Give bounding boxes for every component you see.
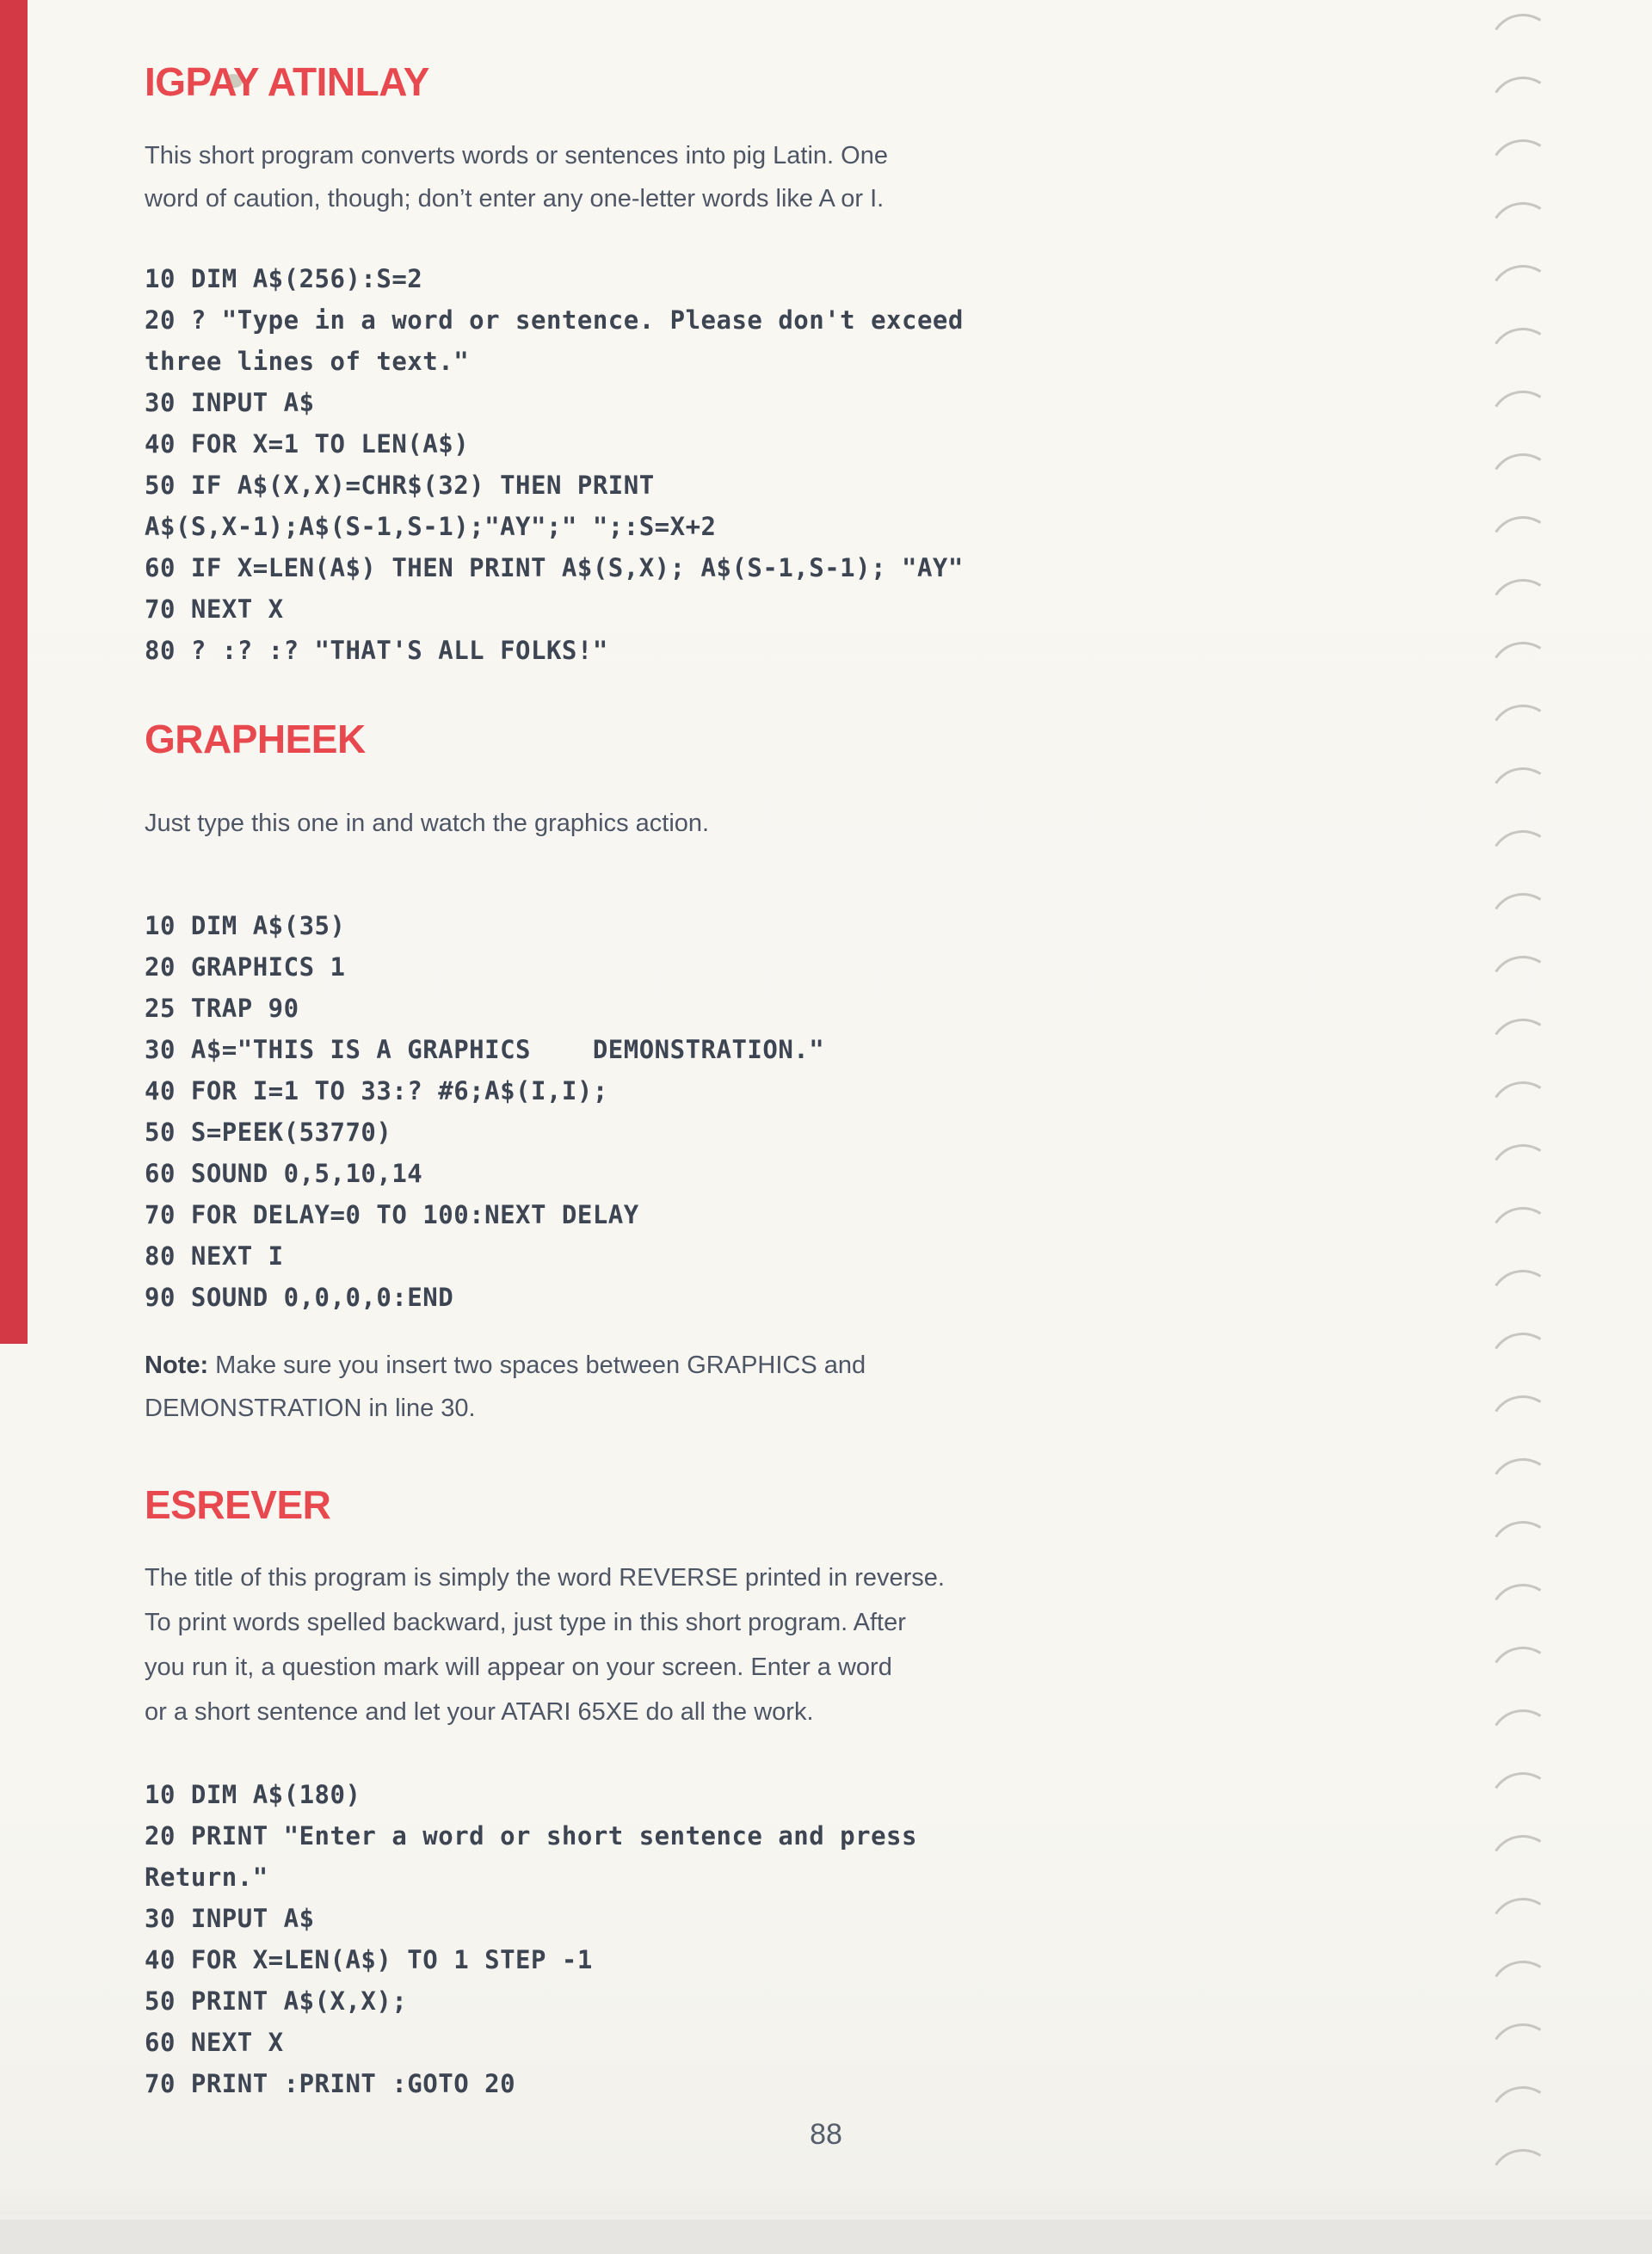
- body-line: This short program converts words or sentences into pig Latin. One: [145, 142, 888, 169]
- code-line: 40 FOR X=LEN(A$) TO 1 STEP -1: [145, 1945, 593, 1974]
- code-line: 40 FOR I=1 TO 33:? #6;A$(I,I);: [145, 1076, 608, 1105]
- binding-ring-arc-icon: [1483, 824, 1563, 904]
- paragraph-igpay: [145, 134, 888, 220]
- code-line: 70 NEXT X: [145, 594, 284, 624]
- binding-ring-arc-icon: [1483, 1264, 1563, 1344]
- code-line: 25 TRAP 90: [145, 994, 299, 1023]
- code-line: 50 IF A$(X,X)=CHR$(32) THEN PRINT: [145, 471, 655, 500]
- note-line: DEMONSTRATION in line 30.: [145, 1395, 476, 1422]
- note-line: [145, 1344, 866, 1387]
- code-line: 70 PRINT :PRINT :GOTO 20: [145, 2069, 516, 2098]
- binding-ring-arc-icon: [1483, 1641, 1563, 1721]
- code-line: 40 FOR X=1 TO LEN(A$): [145, 429, 470, 459]
- binding-ring-arc-icon: [1483, 447, 1563, 527]
- binding-ring-arc-icon: [1483, 1829, 1563, 1909]
- code-line: A$(S,X-1);A$(S-1,S-1);"AY";" ";:S=X+2: [145, 512, 717, 541]
- code-line: 20 ? "Type in a word or sentence. Please don't exceed: [145, 305, 964, 335]
- binding-ring-arc-icon: [1483, 1075, 1563, 1155]
- code-line: 70 FOR DELAY=0 TO 100:NEXT DELAY: [145, 1200, 639, 1229]
- binding-ring-arc-icon: [1483, 2017, 1563, 2097]
- paragraph-grapheek: [145, 802, 709, 845]
- binding-ring-arc-icon: [1483, 1389, 1563, 1469]
- binding-ring-arc-icon: [1483, 887, 1563, 967]
- code-line: 30 A$="THIS IS A GRAPHICS DEMONSTRATION.": [145, 1035, 825, 1064]
- code-line: 30 INPUT A$: [145, 1904, 315, 1933]
- code-line: 80 NEXT I: [145, 1241, 284, 1271]
- binding-ring-arc-icon: [1483, 1955, 1563, 2035]
- code-line: Return.": [145, 1863, 268, 1892]
- note-text: Make sure you insert two spaces between GRAPHICS and: [208, 1352, 866, 1379]
- binding-ring-arc-icon: [1483, 385, 1563, 465]
- binding-ring-arc-icon: [1483, 2143, 1563, 2223]
- body-line: To print words spelled backward, just type in this short program. After: [145, 1609, 906, 1636]
- code-line: 10 DIM A$(180): [145, 1780, 361, 1809]
- scan-bottom-band: [0, 2214, 1652, 2254]
- code-line: 90 SOUND 0,0,0,0:END: [145, 1283, 454, 1312]
- binding-ring-arc-icon: [1483, 322, 1563, 402]
- code-listing-grapheek: [145, 905, 824, 1318]
- binding-ring-arc-icon: [1483, 573, 1563, 653]
- binding-ring-arc-icon: [1483, 1013, 1563, 1093]
- code-line: 30 INPUT A$: [145, 388, 315, 417]
- binding-ring-arc-icon: [1483, 1766, 1563, 1846]
- section-heading-esrever: ESREVER: [145, 1482, 331, 1527]
- note-label: Note:: [145, 1352, 209, 1379]
- page-edge-tab: [0, 0, 28, 1344]
- binding-ring-arc-icon: [1483, 1201, 1563, 1281]
- code-line: 80 ? :? :? "THAT'S ALL FOLKS!": [145, 636, 608, 665]
- binding-ring-arc-icon: [1483, 1452, 1563, 1532]
- binding-ring-arc-icon: [1483, 950, 1563, 1030]
- page-number: 88: [810, 2118, 842, 2151]
- code-line: 60 SOUND 0,5,10,14: [145, 1159, 423, 1188]
- binding-ring-arc-icon: [1483, 196, 1563, 276]
- binding-ring-arc-icon: [1483, 1703, 1563, 1783]
- code-line: 10 DIM A$(35): [145, 911, 346, 940]
- paragraph-esrever: [145, 1555, 945, 1734]
- code-listing-igpay: [145, 258, 964, 671]
- binding-ring-arc-icon: [1483, 1138, 1563, 1218]
- binding-ring-arc-icon: [1483, 699, 1563, 779]
- code-line: 50 PRINT A$(X,X);: [145, 1986, 408, 2016]
- binding-ring-arc-icon: [1483, 510, 1563, 590]
- body-line: word of caution, though; don’t enter any one-letter words like A or I.: [145, 185, 885, 212]
- code-line: 60 IF X=LEN(A$) THEN PRINT A$(S,X); A$(S-1,S-1); "AY": [145, 553, 964, 582]
- note-paragraph: [145, 1344, 866, 1430]
- body-line: you run it, a question mark will appear on your screen. Enter a word: [145, 1654, 892, 1681]
- binding-ring-arc-icon: [1483, 8, 1563, 88]
- binding-ring-arc-icon: [1483, 1515, 1563, 1595]
- section-heading-igpay-atinlay: IGPAY ATINLAY: [145, 59, 429, 104]
- binding-ring-arc-icon: [1483, 636, 1563, 716]
- body-line: Just type this one in and watch the graphics action.: [145, 810, 710, 837]
- body-line: or a short sentence and let your ATARI 65XE do all the work.: [145, 1698, 814, 1726]
- code-line: 60 NEXT X: [145, 2028, 284, 2057]
- code-line: 20 PRINT "Enter a word or short sentence and press: [145, 1821, 917, 1851]
- code-line: 10 DIM A$(256):S=2: [145, 264, 423, 293]
- code-line: 20 GRAPHICS 1: [145, 952, 346, 982]
- code-listing-esrever: [145, 1774, 917, 2104]
- body-line: The title of this program is simply the word REVERSE printed in reverse.: [145, 1564, 945, 1592]
- binding-ring-arc-icon: [1483, 133, 1563, 213]
- binding-ring-arc-icon: [1483, 1327, 1563, 1407]
- code-line: 50 S=PEEK(53770): [145, 1118, 392, 1147]
- binding-ring-arc-icon: [1483, 71, 1563, 151]
- binding-ring-arc-icon: [1483, 1892, 1563, 1972]
- binding-ring-arc-icon: [1483, 1578, 1563, 1658]
- section-heading-grapheek: GRAPHEEK: [145, 717, 366, 761]
- binding-ring-arc-icon: [1483, 259, 1563, 339]
- code-line: three lines of text.": [145, 347, 470, 376]
- binding-ring-arc-icon: [1483, 761, 1563, 841]
